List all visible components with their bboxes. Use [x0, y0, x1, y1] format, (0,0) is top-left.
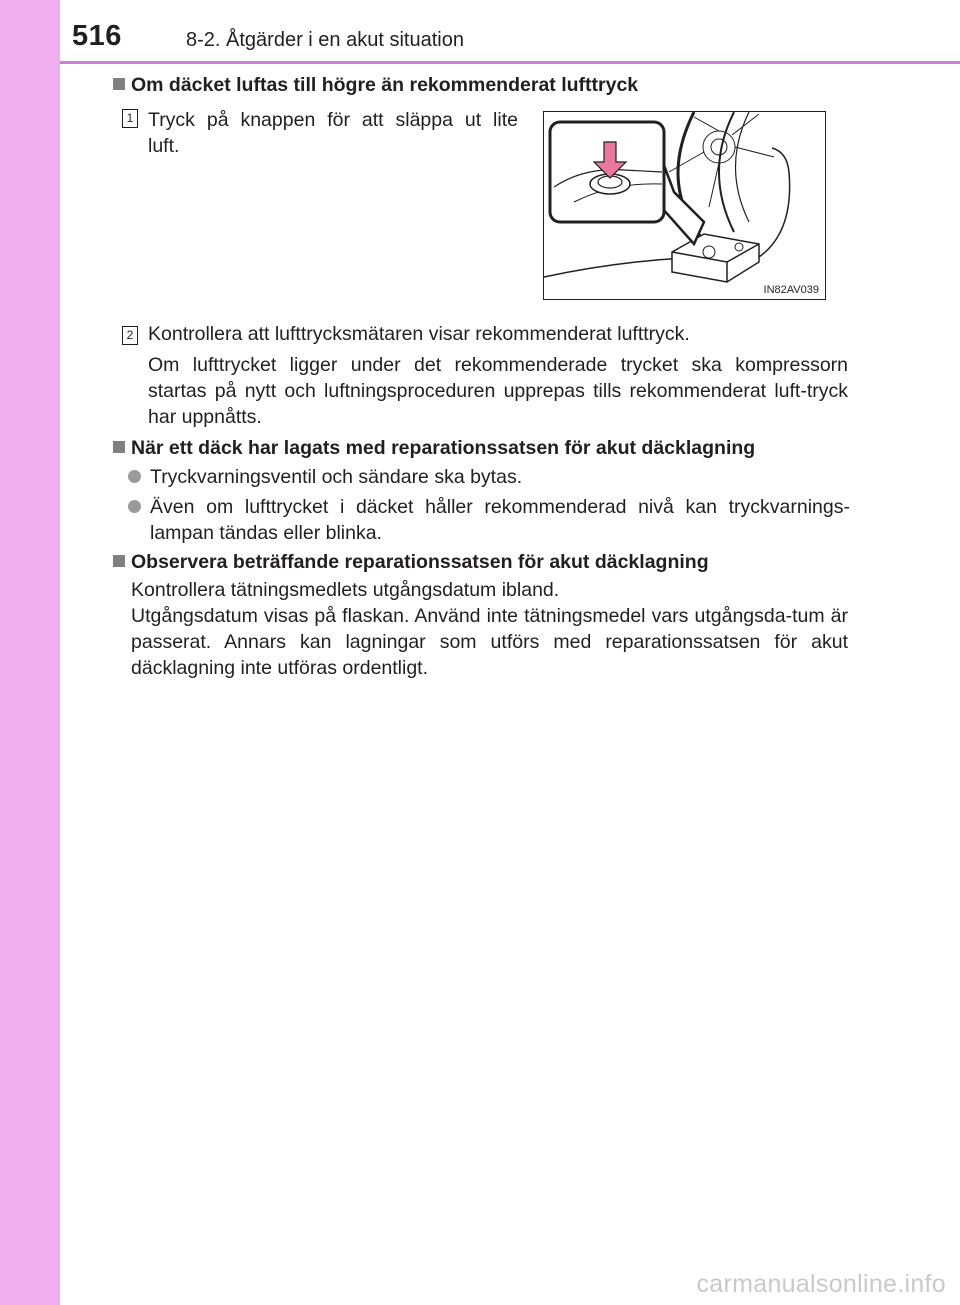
compressor-drawing — [544, 112, 825, 299]
figure-code: IN82AV039 — [763, 284, 819, 296]
subheading-repaired-tire: När ett däck har lagats med reparationssatsen för akut däcklagning — [113, 437, 755, 460]
step-1-line-2: luft. — [148, 135, 180, 157]
note-line-1: Kontrollera tätningsmedlets utgångsdatum ibland. — [131, 579, 560, 601]
step-1-line-1: Tryck på knappen för att släppa ut lite — [148, 109, 518, 131]
header-divider — [60, 61, 960, 64]
square-bullet-icon — [113, 555, 125, 567]
subheading-overinflated: Om däcket luftas till högre än rekommenderat lufttryck — [113, 74, 638, 97]
round-bullet-icon — [128, 500, 141, 513]
chapter-side-tab — [0, 0, 60, 1305]
watermark: carmanualsonline.info — [696, 1270, 946, 1298]
page-number: 516 — [72, 20, 122, 52]
square-bullet-icon — [113, 78, 125, 90]
square-bullet-icon — [113, 441, 125, 453]
round-bullet-icon — [128, 470, 141, 483]
step-2-note: Om lufttrycket ligger under det rekommenderade trycket ska kompressorn startas på nytt och luftningsproceduren upprepas tills rekommenderat luft-tryck har uppnåtts. — [148, 354, 848, 428]
compressor-illustration — [543, 111, 826, 300]
step-number-2: 2 — [122, 326, 138, 345]
step-number-1: 1 — [122, 109, 138, 128]
section-title: 8-2. Åtgärder i en akut situation — [186, 29, 464, 51]
step-1-text — [148, 107, 518, 159]
step-2-text: Kontrollera att lufttrycksmätaren visar rekommenderat lufttryck. — [148, 323, 690, 345]
note-body: Utgångsdatum visas på flaskan. Använd inte tätningsmedel vars utgångsda-tum är passerat. Annars kan lagningar som utförs med reparationssatsen för akut däcklagning inte utföras ordentligt. — [131, 605, 848, 679]
subheading-repair-kit-note: Observera beträffande reparationssatsen för akut däcklagning — [113, 551, 709, 574]
